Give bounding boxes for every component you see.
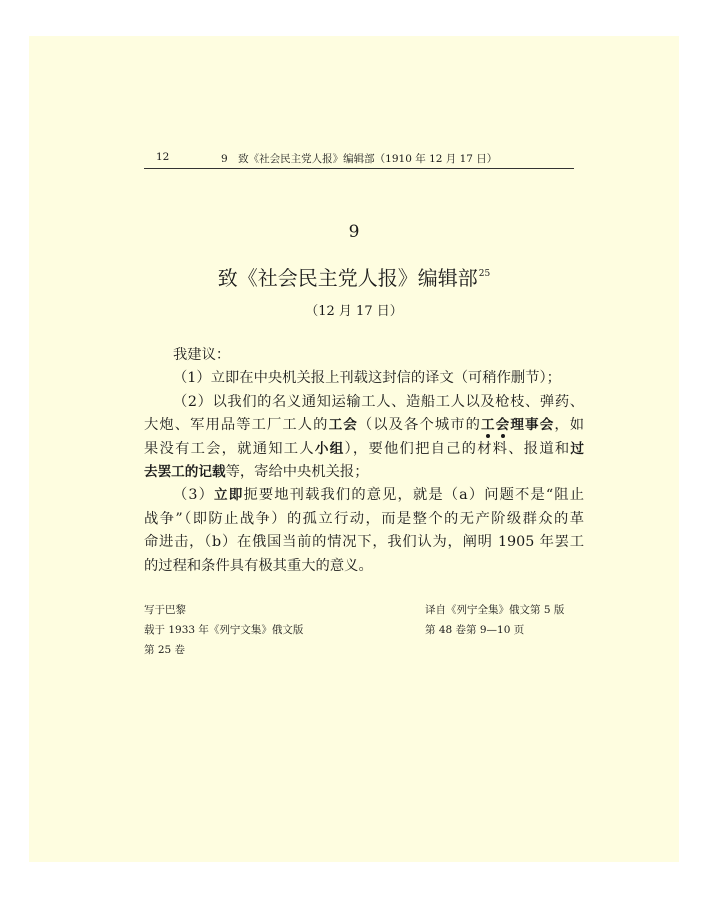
- document-title: [0, 262, 708, 291]
- document-title-text: 致《社会民主党人报》编辑部: [217, 266, 478, 290]
- text-run: 等，寄给中央机关报；: [225, 464, 369, 481]
- paragraph-2-line-4: [144, 461, 584, 484]
- opening-line: 我建议：: [173, 347, 231, 363]
- note-line: 写于巴黎: [144, 604, 186, 616]
- paragraph-3-line-2: 战争”（即防止战争）的孤立行动，而是整个的无产阶级群众的革: [144, 510, 584, 527]
- paragraph-2-line-1: （2）以我们的名义通知运输工人、造船工人以及枪枝、弹药、: [173, 393, 584, 410]
- document-number: 9: [348, 222, 360, 242]
- text-run: 扼要地刊载我们的意见，就是（a）问题不是“阻止: [243, 487, 584, 504]
- emphasis-trade-unions: 工会: [328, 417, 358, 434]
- text-run: （以及各个城市的: [357, 417, 481, 434]
- paragraph-1: （1）立即在中央机关报上刊载这封信的译文（可稍作删节）；: [173, 370, 561, 387]
- paragraph-2-line-2: [144, 414, 584, 437]
- emphasis-groups: 小组: [314, 440, 345, 457]
- note-line: 载于 1933 年《列宁文集》俄文版: [144, 624, 304, 636]
- text-run: 理事会: [510, 417, 555, 434]
- note-line: 译自《列宁全集》俄文第 5 版: [425, 604, 565, 616]
- note-line: 第 25 卷: [144, 644, 186, 656]
- emphasis-past-strikes: 去罢工的记载: [144, 464, 226, 481]
- letter-body: [144, 344, 584, 578]
- paragraph-3-line-4: 的过程和条件具有极其重大的意义。: [144, 557, 373, 574]
- source-notes-left: [144, 600, 303, 660]
- note-line: 第 48 卷第 9—10 页: [425, 624, 525, 636]
- paragraph-3-line-3: 命进击，（b）在俄国当前的情况下，我们认为，阐明 1905 年罢工: [144, 534, 584, 551]
- text-run: （3）: [173, 487, 215, 504]
- running-title: 9 致《社会民主党人报》编辑部（1910 年 12 月 17 日）: [221, 153, 498, 165]
- text-run: ，如: [554, 417, 585, 434]
- emphasis-immediately: 立即: [214, 487, 244, 504]
- text-run: 大炮、军用品等工厂工人的: [144, 417, 329, 434]
- source-notes-right: [425, 600, 564, 640]
- emphasis-dot-char: 工: [480, 417, 496, 434]
- text-run: ），要他们把自己的材料、报道和: [344, 440, 571, 457]
- emphasis-dot-char: 会: [495, 417, 511, 434]
- emphasis-past-strikes-start: 过: [570, 440, 584, 457]
- emphasis-council: [481, 417, 554, 433]
- page-number: 12: [156, 151, 170, 163]
- footnote-reference: 25: [478, 269, 491, 279]
- text-run: 果没有工会，就通知工人: [144, 440, 315, 457]
- running-header: [144, 150, 574, 169]
- document-date: （12 月 17 日）: [305, 304, 403, 319]
- paragraph-2-line-3: [144, 438, 584, 461]
- paragraph-3-line-1: [144, 484, 584, 507]
